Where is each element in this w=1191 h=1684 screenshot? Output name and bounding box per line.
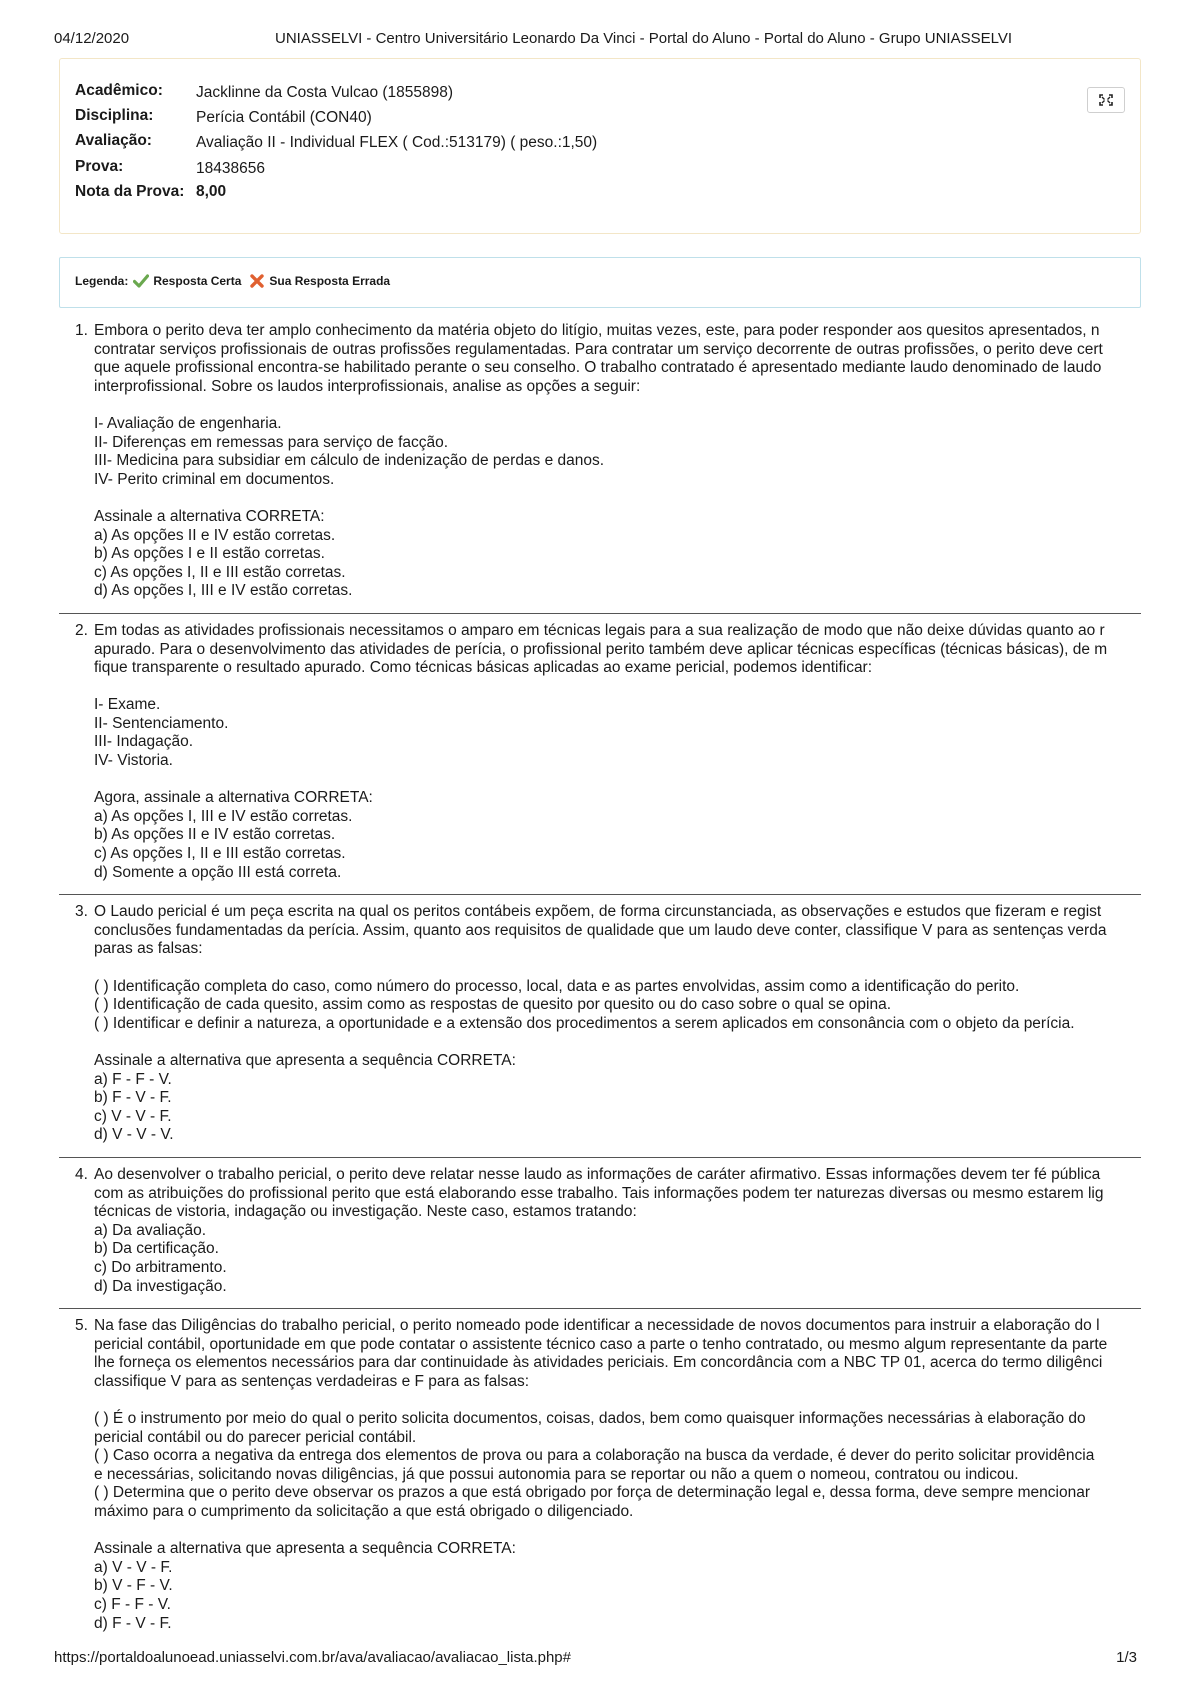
- question-text-line: técnicas de vistoria, indagação ou investigação. Neste caso, estamos tratando:: [94, 1203, 637, 1221]
- question-text-line: fique transparente o resultado apurado. Como técnicas básicas aplicadas ao exame pericial, podemos identificar:: [94, 659, 873, 677]
- expand-icon: [1099, 94, 1113, 106]
- answer-option-text: b) As opções I e II estão corretas.: [94, 545, 325, 563]
- question-text-line: contratar serviços profissionais de outras profissões regulamentadas. Para contratar um serviço decorrente de outras profissões, o perito deve cert: [94, 340, 1103, 358]
- question-text-line: ( ) Identificar e definir a natureza, a oportunidade e a extensão dos procedimentos a serem aplicados em consonância com o objeto da perícia.: [94, 1014, 1075, 1032]
- question-body: [94, 322, 1141, 601]
- question-text-line: ( ) Determina que o perito deve observar os prazos a que está obrigado por força de determinação legal e, dessa forma, deve sempre mencionar: [94, 1484, 1090, 1502]
- question-text-line: IV- Vistoria.: [94, 752, 173, 770]
- page-number: 1/3: [1116, 1649, 1137, 1666]
- answer-option: [94, 1615, 1141, 1634]
- cross-icon: [249, 274, 265, 288]
- print-title: UNIASSELVI - Centro Universitário Leonardo Da Vinci - Portal do Aluno - Portal do Aluno - Grupo UNIASSELVI: [275, 30, 1013, 47]
- question-body: [94, 622, 1141, 882]
- answer-option-text: d) As opções I, III e IV estão corretas.: [94, 582, 353, 600]
- prova-value: 18438656: [196, 160, 265, 177]
- blank-line: [94, 1522, 1141, 1541]
- answer-option-text: c) As opções I, II e III estão corretas.: [94, 563, 346, 581]
- question-text-line: ( ) Identificação de cada quesito, assim como as respostas de quesito por quesito ou do caso sobre o qual se opina.: [94, 996, 892, 1014]
- answer-option-text: c) V - V - F.: [94, 1107, 172, 1125]
- answer-option: [94, 1559, 1141, 1578]
- question-body: [94, 1166, 1141, 1296]
- question-text-line: I- Avaliação de engenharia.: [94, 414, 282, 432]
- answer-option-text: c) F - F - V.: [94, 1596, 171, 1613]
- expand-button[interactable]: [1087, 87, 1125, 113]
- answer-option-text: d) Da investigação.: [94, 1277, 227, 1295]
- blank-line: [94, 678, 1141, 697]
- legend-label: Legenda:: [75, 274, 129, 288]
- question-text-line: Embora o perito deva ter amplo conhecimento da matéria objeto do litígio, muitas vezes, este, para poder responder aos quesitos apresentados, n: [94, 322, 1100, 339]
- blank-line: [94, 396, 1141, 415]
- question-text-line: II- Diferenças em remessas para serviço de facção.: [94, 433, 449, 451]
- answer-option-text: b) As opções II e IV estão corretas.: [94, 826, 336, 844]
- answer-option-text: a) V - V - F.: [94, 1558, 173, 1576]
- question-text-line: III- Medicina para subsidiar em cálculo de indenização de perdas e danos.: [94, 452, 605, 470]
- question-item: [59, 895, 1141, 1157]
- question-text-line: III- Indagação.: [94, 733, 194, 751]
- question-text-line: Assinale a alternativa que apresenta a sequência CORRETA:: [94, 1051, 516, 1069]
- question-text-line: e necessárias, solicitando novas diligências, já que possui autonomia para se reportar ou não a quem o nomeou, contratou ou indicou.: [94, 1465, 1019, 1483]
- disciplina-label: Disciplina:: [75, 107, 154, 124]
- answer-option-text: a) F - F - V.: [94, 1070, 172, 1088]
- answer-option-text: c) Do arbitramento.: [94, 1258, 227, 1276]
- answer-option: [94, 1089, 1141, 1108]
- avaliacao-value: Avaliação II - Individual FLEX ( Cod.:513179) ( peso.:1,50): [196, 134, 598, 151]
- question-text-line: conclusões fundamentadas da perícia. Assim, quanto aos requisitos de qualidade que um laudo deve conter, classifique V para as sentenças verda: [94, 921, 1107, 939]
- academico-value: Jacklinne da Costa Vulcao (1855898): [196, 84, 454, 101]
- answer-option: [94, 1240, 1141, 1259]
- answer-option: [94, 564, 1141, 583]
- page-url: https://portaldoalunoead.uniasselvi.com.br/ava/avaliacao/avaliacao_lista.php#: [54, 1649, 571, 1666]
- answer-option-text: a) As opções II e IV estão corretas.: [94, 526, 336, 544]
- answer-option: [94, 1071, 1141, 1090]
- answer-option-text: b) F - V - F.: [94, 1089, 172, 1107]
- print-header: [54, 30, 1137, 50]
- question-text-line: paras as falsas:: [94, 940, 203, 958]
- question-text-line: Agora, assinale a alternativa CORRETA:: [94, 789, 373, 807]
- answer-option-text: a) Da avaliação.: [94, 1221, 207, 1239]
- print-date: 04/12/2020: [54, 30, 130, 47]
- answer-option: [94, 1259, 1141, 1278]
- question-item: [59, 614, 1141, 894]
- legend-panel: [59, 257, 1141, 308]
- exam-info-panel: [59, 58, 1141, 234]
- legend-wrong: Sua Resposta Errada: [269, 274, 391, 288]
- blank-line: [94, 1033, 1141, 1052]
- disciplina-value: Perícia Contábil (CON40): [196, 109, 372, 126]
- answer-option: [94, 1577, 1141, 1596]
- answer-option-text: d) F - V - F.: [94, 1614, 172, 1632]
- answer-option: [94, 826, 1141, 845]
- academico-label: Acadêmico:: [75, 82, 163, 99]
- question-text-line: I- Exame.: [94, 696, 161, 714]
- question-number: 3.: [75, 903, 88, 921]
- question-item: [59, 322, 1141, 613]
- question-text-line: Assinale a alternativa que apresenta a sequência CORRETA:: [94, 1540, 516, 1558]
- legend-correct: Resposta Certa: [153, 274, 242, 288]
- prova-label: Prova:: [75, 158, 124, 175]
- question-text-line: ( ) É o instrumento por meio do qual o perito solicita documentos, coisas, dados, bem como quaisquer informações necessárias à elaboração do: [94, 1410, 1086, 1428]
- avaliacao-label: Avaliação:: [75, 132, 152, 149]
- answer-option-text: d) V - V - V.: [94, 1126, 174, 1144]
- question-text-line: com as atribuições do profissional perito que está elaborando esse trabalho. Tais informações podem ter naturezas diversas ou mesmo estarem lig: [94, 1184, 1104, 1202]
- answer-option: [94, 527, 1141, 546]
- answer-option: [94, 1278, 1141, 1297]
- question-text-line: ( ) Identificação completa do caso, como número do processo, local, data e as partes envolvidas, assim como a identificação do perito.: [94, 977, 1020, 995]
- question-number: 2.: [75, 621, 88, 639]
- question-text-line: lhe forneça os elementos necessários para dar continuidade às atividades periciais. Em concordância com a NBC TP 01, acerca do termo diligênci: [94, 1354, 1103, 1372]
- question-text-line: que aquele profissional encontra-se habilitado perante o seu conselho. O trabalho contratado é apresentado mediante laudo denominado de laudo: [94, 359, 1102, 377]
- question-text-line: ( ) Caso ocorra a negativa da entrega dos elementos de prova ou para a colaboração na busca da verdade, é dever do perito solicitar providência: [94, 1447, 1095, 1465]
- blank-line: [94, 1391, 1141, 1410]
- question-text-line: apurado. Para o desenvolvimento das atividades de perícia, o profissional perito também deve aplicar técnicas específicas (técnicas básicas), de m: [94, 640, 1108, 658]
- answer-option-text: b) Da certificação.: [94, 1240, 219, 1258]
- answer-option-text: b) V - F - V.: [94, 1577, 173, 1595]
- question-text-line: Em todas as atividades profissionais necessitamos o amparo em técnicas legais para a sua realização de modo que não deixe dúvidas quanto ao r: [94, 621, 1105, 639]
- question-number: 5.: [75, 1317, 88, 1335]
- question-list: [59, 322, 1141, 1634]
- question-number: 4.: [75, 1165, 88, 1183]
- answer-option: [94, 1126, 1141, 1145]
- question-body: [94, 903, 1141, 1145]
- answer-option: [94, 1108, 1141, 1127]
- answer-option: [94, 845, 1141, 864]
- answer-option-text: c) As opções I, II e III estão corretas.: [94, 845, 346, 863]
- blank-line: [94, 489, 1141, 508]
- answer-option: [94, 808, 1141, 827]
- question-text-line: interprofissional. Sobre os laudos interprofissionais, analise as opções a seguir:: [94, 377, 641, 395]
- question-text-line: pericial contábil ou do parecer pericial contábil.: [94, 1428, 417, 1446]
- question-item: [59, 1309, 1141, 1634]
- question-text-line: O Laudo pericial é um peça escrita na qual os peritos contábeis expõem, de forma circunstanciada, as observações e estudos que fizeram e regist: [94, 903, 1102, 921]
- question-text-line: IV- Perito criminal em documentos.: [94, 470, 335, 488]
- question-text-line: classifique V para as sentenças verdadeiras e F para as falsas:: [94, 1372, 530, 1390]
- answer-option-text: d) Somente a opção III está correta.: [94, 863, 342, 881]
- blank-line: [94, 959, 1141, 978]
- answer-option-text: a) As opções I, III e IV estão corretas.: [94, 807, 353, 825]
- answer-option: [94, 1222, 1141, 1241]
- nota-value: 8,00: [196, 183, 227, 200]
- question-text-line: máximo para o cumprimento da solicitação a que está obrigado o diligenciado.: [94, 1503, 634, 1521]
- question-text-line: Assinale a alternativa CORRETA:: [94, 507, 325, 525]
- answer-option: [94, 545, 1141, 564]
- answer-option: [94, 1596, 1141, 1615]
- question-number: 1.: [75, 322, 88, 339]
- answer-option: [94, 582, 1141, 601]
- question-text-line: pericial contábil, oportunidade em que pode contatar o assistente técnico caso a parte o tenho contratado, ou mesmo algum representante da parte: [94, 1335, 1108, 1353]
- question-text-line: Ao desenvolver o trabalho pericial, o perito deve relatar nesse laudo as informações de caráter afirmativo. Essas informações devem ter fé pública: [94, 1165, 1101, 1183]
- question-text-line: II- Sentenciamento.: [94, 714, 229, 732]
- nota-label: Nota da Prova:: [75, 183, 185, 200]
- question-item: [59, 1158, 1141, 1308]
- blank-line: [94, 771, 1141, 790]
- check-icon: [133, 274, 149, 288]
- question-text-line: Na fase das Diligências do trabalho pericial, o perito nomeado pode identificar a necessidade de novos documentos para instruir a elaboração do l: [94, 1317, 1100, 1335]
- question-body: [94, 1317, 1141, 1633]
- answer-option: [94, 864, 1141, 883]
